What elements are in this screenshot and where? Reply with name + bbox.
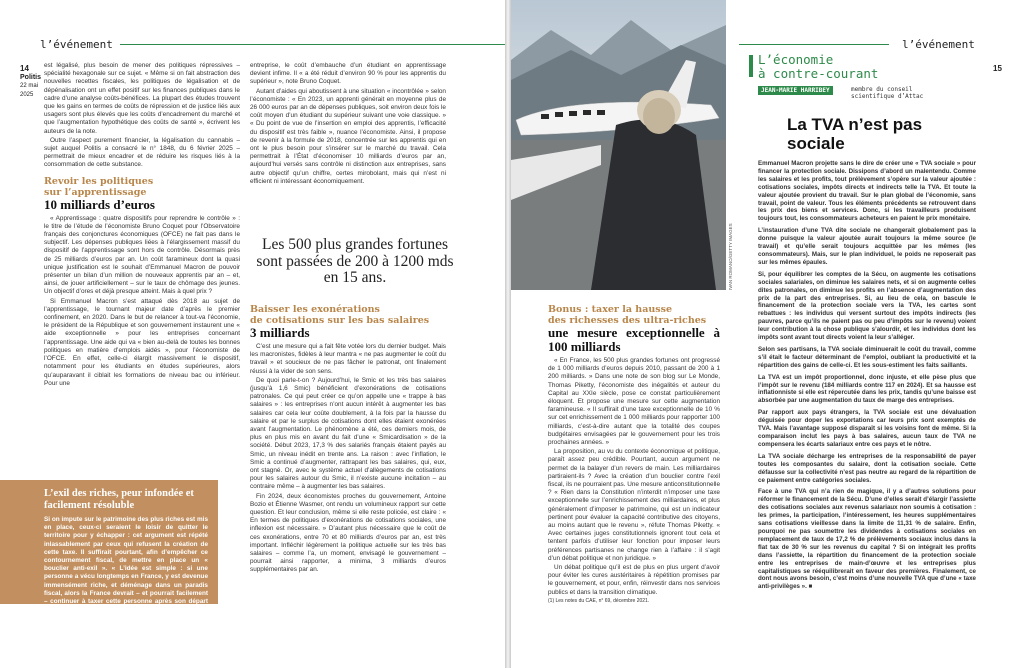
- paragraph: Face à une TVA qui n’a rien de magique, il y a d’autres solutions pour réformer le financement de la Sécu. D’une d’elles serait d’élargir l’assiette des cotisations sociales aux revenus salariaux non soumis à cotisation : les primes, la participation, l’intéressement, les heures supplémentaires sans cotisations vieillesse dans la limite de 11,31 % de salaire. Enfin, pourquoi ne pas soumettre les dividendes à cotisations sociales en remplacement de taux de 17,2 % de prélèvements sociaux inclus dans la flat tax de 30 % sur les revenus du capital ? Si on intégrait les profits dans l’assiette, la répartition du financement de la protection sociale entre les entreprises de main-d’œuvre et les entreprises plus capitalistiques se rééquilibrerait en faveur des premières. Finalement, ce dont nous avons besoin, c’est moins d’une nouvelle TVA que d’une « taxe anti-privilèges ». ■: [758, 488, 976, 591]
- paragraph: La TVA est un impôt proportionnel, donc injuste, et elle pèse plus que l’impôt sur le revenu (184 milliards contre 117 en 2024). Et sa hausse est inflationniste si elle est répercutée dans les prix, tandis qu’une baisse est absorbée par une augmentation du taux de marge des entreprises.: [758, 373, 976, 405]
- paragraph: L’instauration d’une TVA dite sociale ne changerait globalement pas la donne puisque la valeur ajoutée aurait toujours la même source (le travail) et qu’elle serait toujours acquittée par les mêmes (les consommateurs). Mais, sur le plan individuel, le poids ne reposerait pas sur les mêmes épaules.: [758, 227, 976, 266]
- jet-photo-illustration: [511, 0, 726, 290]
- column-title-line: L’économie: [758, 52, 834, 67]
- section-tag: l’événement: [40, 38, 113, 51]
- paragraph: Si, pour équilibrer les comptes de la Sécu, on augmente les cotisations sociales salariales, on diminue les salaires nets, et si on augmente celles dites patronales, on diminue les profits en l’absence d’augmentation des prix de la part des entreprises. Si, au lieu de cela, on bascule le financement de la protection sociale vers la TVA, les cartes sont rebattues : les individus qui versent surtout des impôts indirects (les pauvres, parce qu’ils ne paient pas ou peu d’impôts sur le revenu) voient leur contribution à la chose publique s’alourdir, et les individus dont les impôts sont avant tout directs voient la leur s’alléger.: [758, 270, 976, 342]
- kicker-line: Baisser les exonérations: [250, 304, 380, 315]
- folio-number: 14: [20, 64, 29, 73]
- article-column-2-bottom: [250, 304, 446, 658]
- kicker-line: de cotisations sur les bas salaires: [250, 315, 430, 326]
- pull-quote: Les 500 plus grandes fortunes sont passées de 200 à 1200 mds en 15 ans.: [256, 236, 454, 286]
- paragraph: Un débat politique qu’il est de plus en plus urgent d’avoir pour éviter les cures austéritaires à répétition promises par le gouvernement, et pour, enfin, réinvestir dans nos services publics et dans la transition climatique.: [548, 564, 720, 596]
- section-kicker: [250, 304, 446, 326]
- left-page: [0, 0, 505, 668]
- paragraph: La TVA sociale décharge les entreprises de la responsabilité de payer toutes les composantes du salaire, dont la cotisation sociale. Cette défausse sur la collectivité n’est pas neutre au regard de la répartition de ce paiement entre catégories sociales.: [758, 452, 976, 484]
- page-folio: 15: [993, 64, 1002, 73]
- paragraph: Outre l’aspect purement financier, la légalisation du cannabis – sujet auquel Politis a consacré le n° 1848, du 6 février 2025 – permettrait de mieux encadrer et de réduire les risques liés à la consommation de cette substance.: [44, 136, 240, 169]
- article-column-4: [758, 160, 976, 660]
- green-marker: [749, 55, 753, 77]
- photo-credit: IVAN ROMANO/GETTY IMAGES: [728, 223, 733, 290]
- paragraph: « Apprentissage : quatre dispositifs pour reprendre le contrôle » : le titre de l’étude de l’économiste Bruno Coquet pour l’Observatoire français des conjonctures économiques (OFCE) ne fait pas dans le subjectif. Les dépenses publiques liées à l’élargissement massif du dispositif de l’apprentissage sont hors de contrôle. Désormais près de 25 milliards d’euros par an. Un coût faramineux dont la quasi unique justification est le souhait d’Emmanuel Macron de pouvoir présenter un bilan d’un million de nouveaux apprentis par an – et, ainsi, de jouer artificiellement – sur le taux de chômage des jeunes. Un objectif d’ores et déjà presque atteint. Mais à quel prix ?: [44, 214, 240, 296]
- jet-photo: [511, 0, 726, 290]
- article-column-1: [44, 62, 240, 536]
- kicker-line: Bonus : taxer la hausse: [548, 304, 672, 315]
- section-rule: [120, 44, 505, 45]
- section-kicker: [44, 176, 240, 198]
- column-title: [758, 53, 878, 81]
- section-title: 10 milliards d’euros: [44, 196, 155, 212]
- article-column-3: [548, 304, 720, 668]
- paragraph: La proposition, au vu du contexte économique et politique, paraît assez peu crédible. Pourtant, aucun argument ne permet de la balayer d’un revers de main. Les milliardaires partiraient-ils ? Avec la création d’un bouclier contre l’exil fiscal, ils ne pourraient pas. Une mesure anticonstitutionnelle ? « Rien dans la Constitution n’interdit n’imposer une taxe exceptionnelle sur l’enrichissement des milliardaires, et plus généralement d’imposer le patrimoine, qui est un indicateur pertinent pour évaluer la capacité contributive des citoyens, au moins autant que le revenu », réfute Thomas Piketty. « Avec certaines juges constitutionnels ignorent tout cela et tentent parfois d’utiliser leur fonction pour imposer leurs préférences partisanes ne change rien à l’affaire : il s’agit d’un débat politique et non juridique. »: [548, 448, 720, 562]
- paragraph: Par rapport aux pays étrangers, la TVA sociale est une dévaluation déguisée pour doper les exportations car leurs prix sont exemptés de TVA. Mais l’avantage supposé disparaît si les voisins font de même. Si la comparaison inclut les pays à bas salaires, aucun taux de TVA ne compensera les écarts salariaux entre ces pays et le nôtre.: [758, 409, 976, 448]
- lede: Emmanuel Macron projette sans le dire de créer une « TVA sociale » pour financer la protection sociale. Dissipons d’abord un malentendu. Comme les salaires et les profits, tout prélèvement s’opère sur la valeur ajoutée : cotisations sociales, impôts directs et indirects telle la TVA. Et toute la valeur ajoutée provient du travail. Sur le plan global de l’économie, sans travail, point de valeur. Tous les éléments précédents se retrouvent dans les prix des biens et services. Donc, si les travailleurs produisent toujours tout, les consommateurs acheteurs en paient le prix monétaire.: [758, 160, 976, 223]
- paragraph: « En France, les 500 plus grandes fortunes ont progressé de 1 000 milliards d’euros depuis 2010, passant de 200 à 1 200 milliards. » Dans une note de son blog sur Le Monde, Thomas Piketty, l’économiste des inégalités et auteur du Capital au XXIe siècle, pose ce constat particulièrement éloquent. Et propose une mesure sur cette augmentation faramineuse. « Il suffirait d’une taxe exceptionnelle de 10 % sur cet enrichissement de 1 000 milliards pour rapporter 100 milliards, c’est-à-dire autant que la totalité des coupes budgétaires envisagées par le gouvernement pour les trois prochaines années. »: [548, 357, 720, 447]
- paragraph: Autant d’aides qui aboutissent à une situation « incontrôlée » selon l’économiste : « En 2023, un apprenti générait en moyenne plus de 26 000 euros par an de dépenses publiques, soit environ deux fois le coût moyen d’un étudiant du supérieur suivant une voie classique. » « Du point de vue de l’insertion en emploi des apprentis, l’efficacité du dispositif est très faible », nuance l’économiste. Ainsi, il propose de revenir à la formule de 2018, concentrée sur les apprentis qui en ont le plus besoin pour s’insérer sur le marché du travail. Cela permettrait à l’État d’économiser 10 milliards d’euros par an, aujourd’hui versés sans contrôle ni distinction aux entreprises, sans autre objectif qu’un chiffre, certes mirobolant, mais qui n’est ni efficient ni intéressant économiquement.: [250, 87, 446, 185]
- author-role: membre du conseil scientifique d’Attac: [851, 86, 924, 100]
- kicker-line: Revoir les politiques: [44, 175, 154, 187]
- right-page: [511, 0, 1024, 668]
- article-column-2-top: [250, 62, 446, 230]
- paragraph: Selon ses partisans, la TVA sociale diminuerait le coût du travail, comme s’il était le facteur déterminant de l’emploi, oubliant la productivité et la répartition des gains de celle-ci. Et les sous-estiment les faits saillants.: [758, 345, 976, 369]
- publication-name: Politis: [20, 74, 42, 81]
- section-tag: l’événement: [902, 38, 975, 51]
- footnote: (1) Les notes du CAE, n° 69, décembre 2021.: [548, 597, 650, 604]
- section-title: 3 milliards: [250, 325, 310, 340]
- kicker-line: des richesses des ultra-riches: [548, 315, 707, 326]
- author-name: JEAN-MARIE HARRIBEY: [758, 86, 833, 95]
- article-title: La TVA n’est pas sociale: [787, 115, 923, 153]
- paragraph: C’est une mesure qui a fait fête votée lors du dernier budget. Mais les macronistes, fidèles à leur mantra « ne pas augmenter le coût du travail » et soucieux de ne pas fâcher le patronat, ont finalement réussi à la vider de son sens.: [250, 343, 446, 375]
- paragraph: est légalisé, plus besoin de mener des politiques répressives – spécialité hexagonale sur ce sujet. « Même si on fait abstraction des nouvelles recettes fiscales, les politiques de légalisation et de dépénalisation ont un effet positif sur les finances publiques dans le cadre d’une analyse coûts-bénéfices. La plupart des études trouvent que les gains en termes de coûts de répression et de justice liés aux usagers sont plus élevés que les coûts d’encadrement du marché et que l’augmentation hypothétique des coûts de santé », écrivent les auteurs de la note.: [44, 62, 240, 135]
- paragraph: Si Emmanuel Macron s’est attaqué dès 2018 au sujet de l’apprentissage, le tournant majeur date d’après le premier confinement, en 2020. Dans le but de relancer à tout-va l’économie, le président de la République et son gouvernement instaurent une « aide exceptionnelle » pour les entreprises concernant l’apprentissage. Une aide qui va « bien au-delà de toutes les bonnes politiques en matière d’emplois aidés », pour l’économiste de l’OFCE. En effet, celle-ci élargit massivement le dispositif, notamment pour les étudiants en études supérieures, alors qu’auparavant il ciblait les formations de niveau bac ou inférieur. Pour une: [44, 297, 240, 387]
- issue-date: 22 mai 2025: [20, 83, 39, 98]
- sidebar-box-exil: [0, 480, 218, 630]
- kicker-line: sur l’apprentissage: [44, 186, 147, 198]
- page-folio: [20, 64, 42, 100]
- sidebar-body: Si on impute sur le patrimoine des plus riches est mis en place, ceux-ci seraient le loisir de quitter le territoire pour y échapper : cet argument est répété inlassablement par ceux qui refusent la création de cette taxe. Il suffirait pourtant, afin d’empêcher ce contournement fiscal, de mettre en place un « bouclier anti-exil ». « L’idée est simple : si une personne a vécu longtemps en France, y est devenue immensément riche, et déménage dans un paradis fiscal, alors la France devrait – et pourrait facilement – continuer à taxer cette personne après son départ », expliquent les économistes Gabriel Zucman. Loin d’être saugrenue, cette idée est déjà mise en pratique par les États-Unis, par exemple.: [44, 516, 208, 630]
- paragraph: Fin 2024, deux économistes proches du gouvernement, Antoine Bozio et Étienne Wasmer, ont rendu un volumineux rapport sur cette question. Et leur conclusion, même si elle reste policée, est claire : « En termes de politiques d’exonérations de cotisations sociales, une inflexion est nécessaire. » D’autant plus nécessaire que le coût de ces exonérations, entre 70 et 80 milliards d’euros par an, est très important. Infléchir légèrement la politique actuelle sur les très bas salaires – comme l’a, un moment, envisagé le gouvernement – pourrait ainsi rapporter, a minima, 3 milliards d’euros supplémentaires par an.: [250, 492, 446, 574]
- section-title: une mesure exceptionnelle à 100 milliards: [548, 325, 720, 354]
- section-rule: [739, 44, 889, 45]
- column-title-line: à contre-courant: [758, 66, 879, 81]
- sidebar-title: L’exil des riches, peur infondée et facilement résoluble: [44, 488, 194, 511]
- paragraph: entreprise, le coût d’embauche d’un étudiant en apprentissage devient infime. Il « a été réduit d’environ 90 % pour les apprentis du supérieur », note Bruno Coquet.: [250, 62, 446, 86]
- paragraph: De quoi parle-t-on ? Aujourd’hui, le Smic et les très bas salaires (jusqu’à 1,6 Smic) bénéficient d’exonérations de cotisations patronales. Ce qui peut créer ce qu’on appelle une « trappe à bas salaires » : les entreprises n’ont aucun intérêt à augmenter les bas salaires car cela leur coûte doublement, à la fois par la hausse du salaire et par le surplus de cotisations dont elles étaient exonérées avant l’augmentation. Le phénomène a été, ces derniers mois, de plus en plus mis en avant du fait d’une « Smicardisation » de la société. Début 2023, 17,3 % des salariés français étaient payés au Smic, un niveau inédit en trente ans. La raison : avec l’inflation, le Smic a continué d’augmenter, rattrapant les bas salaires, qui, eux, ont stagné. Or, avec le système actuel d’allègements de cotisations pour les salaires autour du Smic, il n’existe aucune incitation – au contraire même – à augmenter les bas salaires.: [250, 376, 446, 491]
- section-kicker: [548, 304, 720, 326]
